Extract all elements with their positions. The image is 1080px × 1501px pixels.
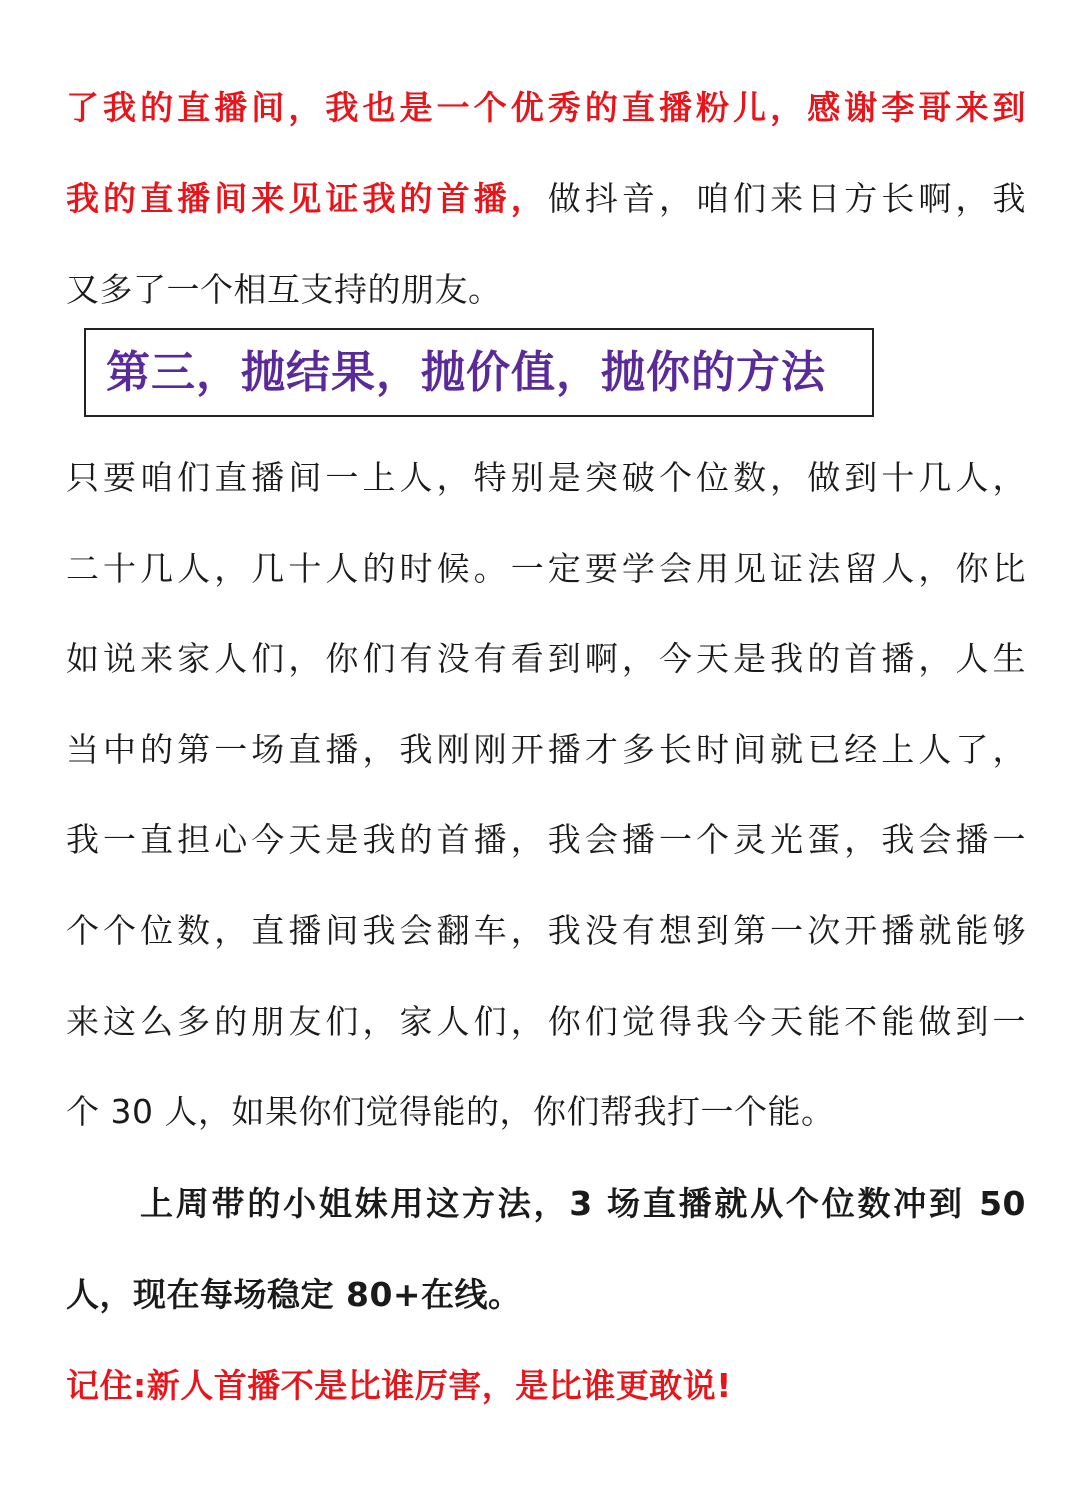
paragraph2-line: 二十几人，几十人的时候。一定要学会用见证法留人，你比 [66, 549, 1026, 588]
paragraph1-line2-red: 我的直播间来见证我的首播， [66, 179, 548, 218]
paragraph2-line: 当中的第一场直播，我刚刚开播才多长时间就已经上人了， [66, 730, 1026, 769]
paragraph3-line2: 人，现在每场稳定 80+在线。 [66, 1275, 522, 1314]
paragraph2-line: 个 30 人，如果你们觉得能的，你们帮我打一个能。 [66, 1092, 835, 1131]
paragraph1-line1-red: 了我的直播间，我也是一个优秀的直播粉儿，感谢李哥来到 [66, 88, 1026, 127]
paragraph2-line: 个个位数，直播间我会翻车，我没有想到第一次开播就能够 [66, 911, 1026, 950]
paragraph1-line1 [66, 83, 1026, 133]
paragraph2-line: 只要咱们直播间一上人，特别是突破个位数，做到十几人， [66, 458, 1026, 497]
paragraph2-line: 来这么多的朋友们，家人们，你们觉得我今天能不能做到一 [66, 1002, 1026, 1041]
section-heading-box [84, 328, 874, 417]
paragraph2-line: 如说来家人们，你们有没有看到啊，今天是我的首播，人生 [66, 639, 1026, 678]
section-heading: 第三，抛结果，抛价值，抛你的方法 [106, 347, 826, 398]
paragraph2-line: 我一直担心今天是我的首播，我会播一个灵光蛋，我会播一 [66, 820, 1026, 859]
paragraph1-line2-rest: 做抖音，咱们来日方长啊，我 [547, 179, 1027, 218]
paragraph1-line2 [66, 174, 1026, 224]
paragraph1-line3: 又多了一个相互支持的朋友。 [66, 270, 502, 309]
paragraph3-line1: 上周带的小姐妹用这方法，3 场直播就从个位数冲到 50 [140, 1184, 1026, 1223]
closing-statement: 记住:新人首播不是比谁厉害，是比谁更敢说! [66, 1366, 732, 1405]
